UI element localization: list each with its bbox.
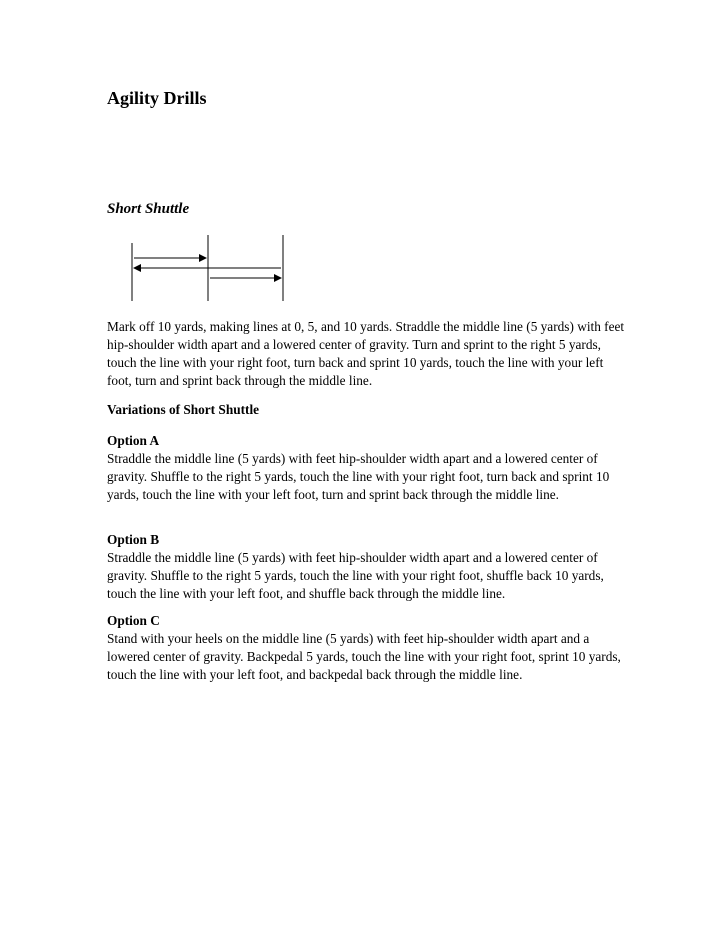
option-a <box>107 432 627 504</box>
option-c-text: Stand with your heels on the middle line (5 yards) with feet hip-shoulder width apart and a lowered center of gravity. Backpedal 5 yards, touch the line with your right foot, sprint 10 yards, touch the line with your left foot, and backpedal back through the middle line. <box>107 631 621 682</box>
option-c-title: Option C <box>107 613 160 628</box>
option-b <box>107 531 627 603</box>
option-b-title: Option B <box>107 532 160 547</box>
section-title: Short Shuttle <box>107 201 190 217</box>
option-c <box>107 612 627 684</box>
shuttle-diagram <box>120 233 300 305</box>
intro-paragraph: Mark off 10 yards, making lines at 0, 5, and 10 yards. Straddle the middle line (5 yards) with feet hip-shoulder width apart and a lowered center of gravity. Turn and sprint to the right 5 yards, touch the line with your right foot, turn back and sprint 10 yards, touch the line with your left foot, turn and sprint back through the middle line. <box>107 319 625 388</box>
variations-heading: Variations of Short Shuttle <box>107 402 260 417</box>
option-a-title: Option A <box>107 433 160 448</box>
page-title: Agility Drills <box>107 88 207 108</box>
option-a-text: Straddle the middle line (5 yards) with feet hip-shoulder width apart and a lowered center of gravity. Shuffle to the right 5 yards, touch the line with your right foot, turn back and sprint 10 yards, touch the line with your left foot, turn and sprint back through the middle line. <box>107 451 610 502</box>
option-b-text: Straddle the middle line (5 yards) with feet hip-shoulder width apart and a lowered center of gravity. Shuffle to the right 5 yards, touch the line with your right foot, shuffle back 10 yards, touch the line with your left foot, and shuffle back through the middle line. <box>107 550 604 601</box>
